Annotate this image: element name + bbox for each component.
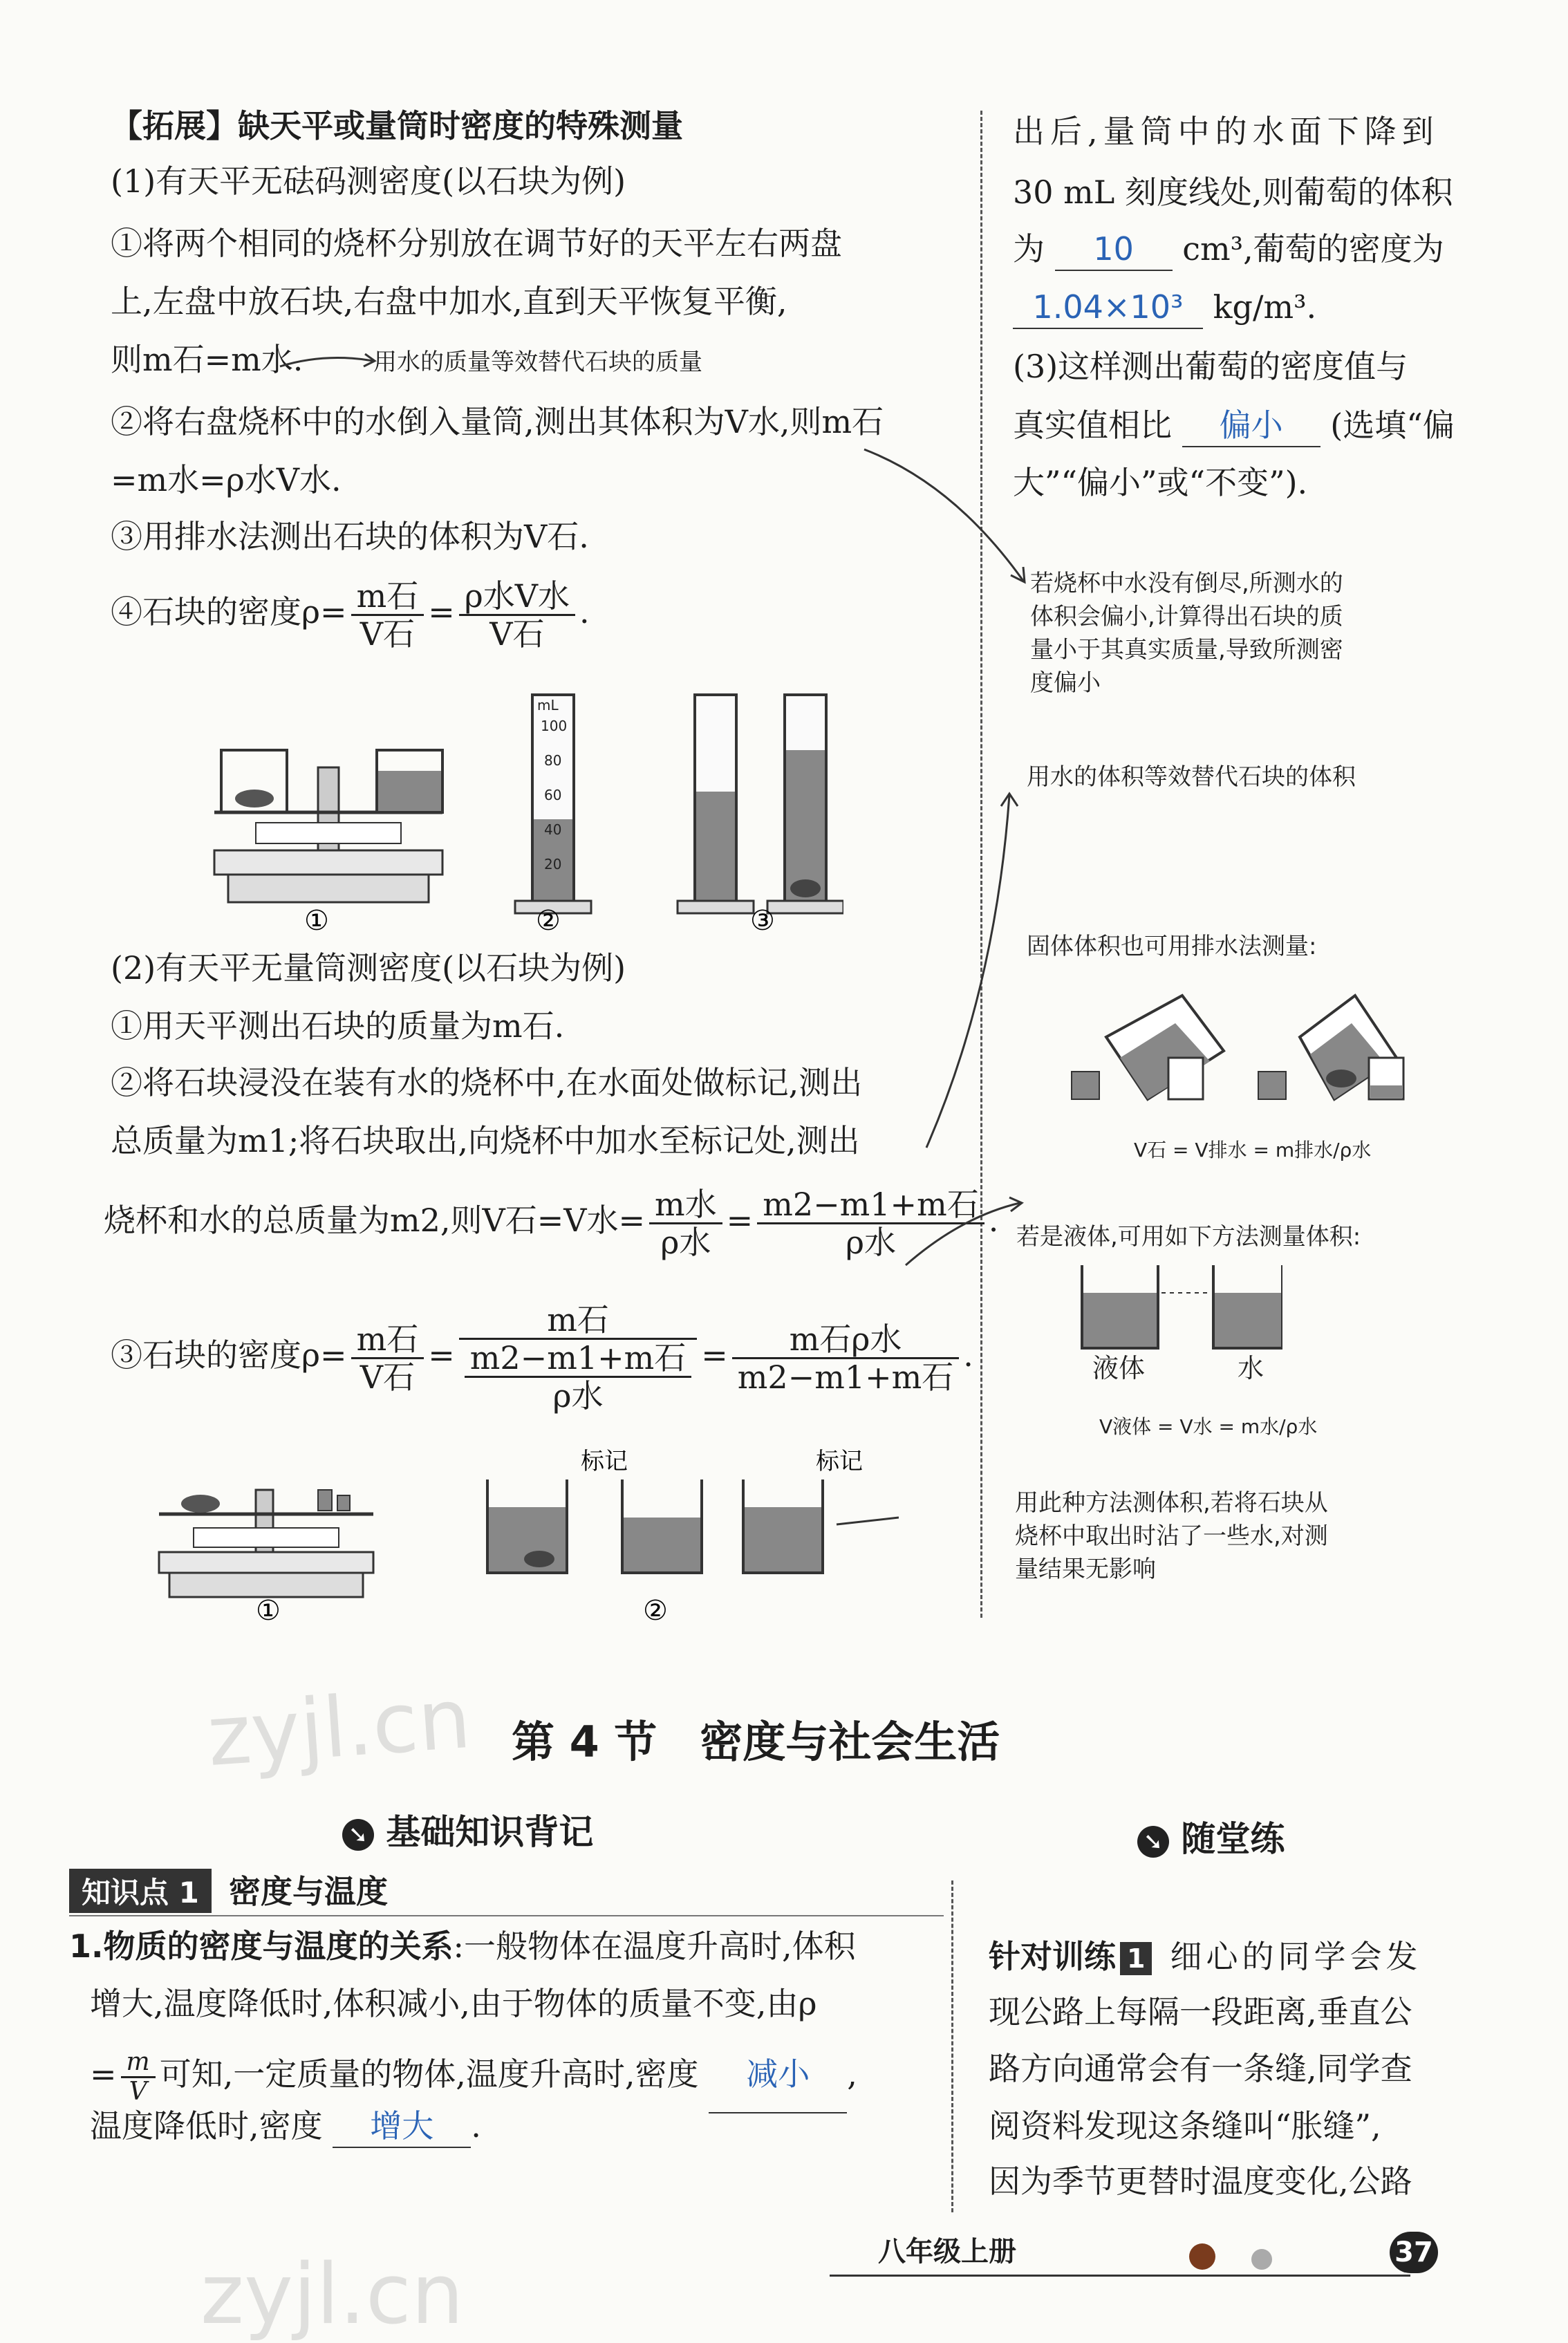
density-fraction-1: [351, 1321, 424, 1395]
watermark-bottom: zyjl.cn: [200, 2247, 464, 2343]
frac-den: V: [129, 2077, 147, 2106]
column-divider-bottom: [951, 1880, 953, 2212]
answer-density: 1.04×10³: [1013, 286, 1203, 329]
frac-den: V石: [489, 615, 545, 653]
frac-num: m2−m1+m石: [757, 1186, 984, 1224]
frac-num: m: [121, 2048, 156, 2078]
side-note-4: 若是液体,可用如下方法测量体积:: [1016, 1223, 1361, 1251]
knowledge-point-title: 密度与温度: [228, 1873, 388, 1910]
note-line: 度偏小: [1030, 669, 1101, 697]
tick-label: 40: [544, 821, 562, 838]
nested-fraction: [465, 1340, 691, 1414]
overflow-beaker-figure: [1065, 982, 1410, 1106]
figure-label: ②: [643, 1595, 668, 1627]
practice-line-1: [989, 1936, 1421, 1977]
q-line-5: (3)这样测出葡萄的密度值与: [1013, 348, 1408, 385]
mark-label: 标记: [816, 1448, 863, 1475]
note-line: 若烧杯中水没有倒尽,所测水的: [1030, 570, 1343, 597]
body-line-4: 温度降低时,密度 增大 .: [90, 2105, 481, 2148]
frac-den: V石: [360, 615, 416, 653]
note-arrow: [277, 346, 380, 373]
note-line: 量小于其真实质量,导致所测密: [1030, 636, 1343, 664]
knowledge-point-tag: 知识点 1: [69, 1869, 212, 1913]
footer-rule: [830, 2275, 1410, 2277]
tick-label: mL: [537, 697, 559, 713]
item-number: 1.: [69, 1927, 104, 1965]
method2-step3: ③石块的密度ρ= $\frac{\text{m石}}{\text{V石}}$ = $\frac{\text{m石}}{\frac{\text{m2−m1+m石}}{\text{ρ水}}}$ = $\frac{\text{m石ρ水}}{\text{m2−m1+m石}}$ .: [111, 1301, 973, 1415]
practice-line-3: 路方向通常会有一条缝,同学查: [989, 2050, 1412, 2087]
practice-line-2: 现公路上每隔一段距离,垂直公: [989, 1993, 1412, 2031]
q6-prefix: 真实值相比: [1013, 407, 1172, 444]
side-note-5: [1015, 1486, 1328, 1586]
density-fraction-3: [732, 1321, 959, 1395]
note-line: 量结果无影响: [1015, 1556, 1156, 1583]
answer-volume: 10: [1055, 228, 1173, 271]
frac-den: V石: [360, 1358, 416, 1396]
side-note-3: 固体体积也可用排水法测量:: [1027, 933, 1317, 960]
kp-underline: [69, 1915, 944, 1916]
page-number: 37: [1390, 2232, 1438, 2273]
answer-compare: 偏小: [1182, 404, 1320, 447]
step3-prefix: ③石块的密度ρ=: [111, 1336, 347, 1374]
section-title: 第 4 节 密度与社会生活: [512, 1717, 1000, 1767]
note1-arrow: [857, 442, 1037, 595]
frac-num: m石: [351, 1321, 424, 1359]
cylinder-icon: [767, 695, 843, 913]
step4-fraction-2: [459, 578, 575, 652]
dot-icon: [1189, 2243, 1215, 2270]
q-line-3: [1013, 228, 1444, 271]
water-label: 水: [1238, 1353, 1264, 1383]
note-line: 烧杯中取出时沾了一些水,对测: [1015, 1522, 1328, 1550]
figure-label: ①: [304, 905, 329, 937]
balance-icon: [214, 750, 442, 902]
cylinder-icon: [678, 695, 754, 913]
beaker-icon: [743, 1479, 823, 1573]
mark-label: 标记: [581, 1448, 628, 1475]
method1-step2-b: =m水=ρ水V水.: [111, 461, 342, 498]
note2-arrow: [920, 781, 1030, 1155]
footer-grade: 八年级上册: [878, 2236, 1016, 2268]
tick-label: 20: [544, 856, 562, 872]
practice-number-badge: 1: [1120, 1942, 1152, 1975]
method1-step3: ③用排水法测出石块的体积为V石.: [111, 518, 589, 555]
method1-heading: (1)有天平无砝码测密度(以石块为例): [111, 162, 626, 200]
practice-line-4: 阅资料发现这条缝叫“胀缝”,: [989, 2107, 1381, 2145]
watermark: zyjl.cn: [204, 1670, 474, 1786]
item-text: :一般物体在温度升高时,体积: [453, 1927, 856, 1965]
q6-suffix: (选填“偏: [1330, 407, 1455, 444]
frac-num: m石: [459, 1302, 697, 1340]
method1-step1-a: ①将两个相同的烧杯分别放在调节好的天平左右两盘: [111, 225, 842, 262]
practice-line-5: 因为季节更替时温度变化,公路: [989, 2163, 1412, 2200]
q3-suffix: cm³,葡萄的密度为: [1182, 230, 1444, 268]
knowledge-point-row: [69, 1867, 388, 1913]
q-line-1: 出后,量筒中的水面下降到: [1013, 113, 1439, 150]
method1-step2-a: ②将右盘烧杯中的水倒入量筒,测出其体积为V水,则m石: [111, 403, 884, 440]
q-line-7: 大”“偏小”或“不变”).: [1013, 464, 1308, 501]
step4-prefix: ④石块的密度ρ=: [111, 593, 347, 631]
practice-heading: [1137, 1811, 1285, 1861]
frac-den: [459, 1340, 697, 1414]
frac-num: m水: [649, 1186, 722, 1224]
tick-label: 80: [544, 752, 562, 769]
side-note-2: 用水的体积等效替代石块的体积: [1027, 763, 1356, 791]
arrow-circle-icon: ➘: [342, 1819, 374, 1851]
body4-text: 温度降低时,密度: [90, 2107, 323, 2145]
frac-den: ρ水: [552, 1377, 604, 1415]
answer-cold: 增大: [333, 2105, 471, 2148]
q-line-2: 30 mL 刻度线处,则葡萄的体积: [1013, 174, 1453, 211]
method2-step1: ①用天平测出石块的质量为m石.: [111, 1007, 565, 1045]
q-line-6: [1013, 404, 1455, 447]
frac-num: m2−m1+m石: [465, 1340, 691, 1378]
frac-den: ρ水: [660, 1223, 711, 1261]
figure-label: ②: [536, 905, 561, 937]
density-def-fraction: [121, 2048, 156, 2106]
liquid-compare-figure: [1075, 1258, 1282, 1355]
beaker-icon: [487, 1479, 567, 1573]
beaker-icon: [622, 1479, 702, 1573]
step2-prefix: 烧杯和水的总质量为m2,则V石=V水=: [104, 1202, 646, 1239]
figure-balance-cylinders: [200, 681, 843, 937]
body3-text: 可知,一定质量的物体,温度升高时,密度: [159, 2055, 699, 2093]
arrow-circle-icon: ➘: [1137, 1826, 1169, 1858]
density-fraction-2: [459, 1302, 697, 1414]
balance-icon: [159, 1490, 373, 1597]
q3-prefix: 为: [1013, 230, 1045, 268]
liquid-label: 液体: [1092, 1353, 1146, 1383]
frac-den: ρ水: [845, 1223, 896, 1261]
tick-label: 60: [544, 787, 562, 803]
practice-text: 细心的同学会发: [1170, 1938, 1422, 1975]
basic-knowledge-heading: [342, 1804, 593, 1854]
frac-den: m2−m1+m石: [737, 1358, 954, 1396]
heading-text: 基础知识背记: [386, 1812, 594, 1852]
item-bold: 物质的密度与温度的关系: [103, 1927, 454, 1965]
heading-text: 随堂练: [1181, 1819, 1285, 1859]
body-line-1: [69, 1925, 856, 1967]
body-line-2: 增大,温度降低时,体积减小,由于物体的质量不变,由ρ: [90, 1985, 817, 2022]
frac-num: ρ水V水: [459, 578, 575, 616]
practice-tag: 针对训练: [989, 1938, 1116, 1975]
method1-step4: ④石块的密度ρ= $\frac{\text{m石}}{\text{V石}}$ = $\frac{\text{ρ水V水}}{\text{V石}}$ .: [111, 577, 590, 653]
extension-heading: 【拓展】缺天平或量筒时密度的特殊测量: [111, 107, 683, 144]
q4-suffix: kg/m³.: [1213, 288, 1317, 326]
frac-num: m石ρ水: [732, 1321, 959, 1359]
figure-mark-method: [152, 1441, 899, 1628]
method2-heading: (2)有天平无量筒测密度(以石块为例): [111, 949, 626, 987]
side-note-1: [1030, 567, 1343, 700]
tick-label: 100: [541, 718, 568, 734]
figure-label: ③: [750, 905, 775, 937]
body-line-3: = $\frac{m}{V}$ 可知,一定质量的物体,温度升高时,密度 减小 ,: [90, 2036, 857, 2113]
liquid-volume-formula: V液体 = V水 = m水/ρ水: [1099, 1415, 1318, 1438]
method2-step2-c: 烧杯和水的总质量为m2,则V石=V水= $\frac{\text{m水}}{\text{ρ水}}$ = $\frac{\text{m2−m1+m石}}{\text{ρ水}}$ .: [104, 1185, 999, 1261]
method1-step1-b: 上,左盘中放石块,右盘中加水,直到天平恢复平衡,: [111, 283, 787, 320]
volume-fraction-1: [649, 1186, 722, 1260]
dot-icon: [1251, 2249, 1272, 2270]
q-line-4: [1013, 286, 1316, 329]
answer-hot: 减小: [709, 2036, 847, 2113]
method2-step2-a: ②将石块浸没在装有水的烧杯中,在水面处做标记,测出: [111, 1064, 863, 1101]
figure-label: ①: [256, 1595, 281, 1627]
equivalence-note: 用水的质量等效替代石块的质量: [373, 348, 702, 376]
note4-arrow: [899, 1189, 1030, 1272]
method1-step1-c: 则m石=m水.: [111, 341, 304, 378]
footer-dots: [1134, 2243, 1369, 2271]
solid-volume-formula: V石 = V排水 = m排水/ρ水: [1134, 1139, 1372, 1161]
frac-num: m石: [351, 578, 424, 616]
note-line: 用此种方法测体积,若将石块从: [1015, 1489, 1328, 1517]
note-line: 体积会偏小,计算得出石块的质: [1030, 603, 1343, 631]
step4-fraction-1: [351, 578, 424, 652]
method2-step2-b: 总质量为m1;将石块取出,向烧杯中加水至标记处,测出: [111, 1122, 860, 1159]
